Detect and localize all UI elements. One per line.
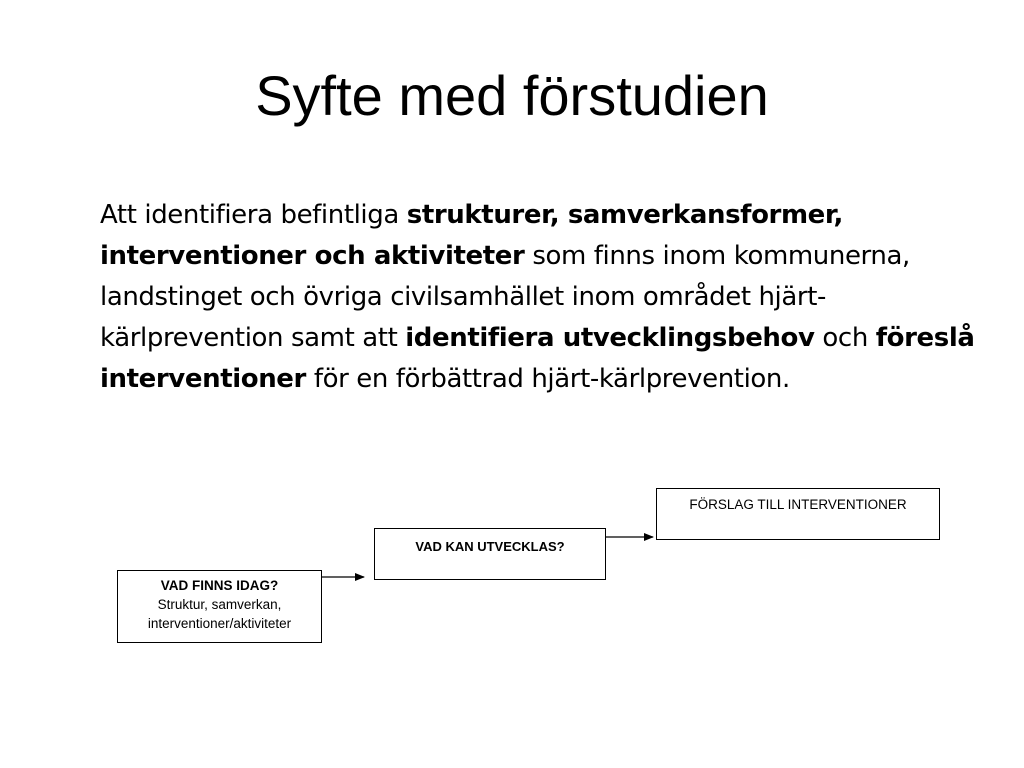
current-state-line-2: interventioner/aktiviteter: [147, 616, 292, 631]
paragraph-bold-structures: strukturer, samverkansformer, interventioner och aktiviteter: [100, 200, 843, 271]
paragraph-text-2: som finns inom kommunerna, landstinget och övriga civilsamhället inom området hjärt-kärlprevention samt att: [100, 241, 910, 353]
current-state-heading: VAD FINNS IDAG?: [160, 578, 279, 593]
paragraph-bold-needs: identifiera utvecklingsbehov: [405, 323, 815, 353]
proposals-text: FÖRSLAG TILL INTERVENTIONER: [689, 497, 907, 512]
paragraph-bold-interventions: föreslå interventioner: [100, 323, 975, 394]
paragraph-text-3: och: [814, 323, 876, 353]
development-heading: VAD KAN UTVECKLAS?: [415, 539, 565, 554]
slide-title: Syfte med förstudien: [255, 64, 769, 127]
current-state-box: [117, 570, 322, 643]
proposals-box: [656, 488, 940, 540]
paragraph-text-4: för en förbättrad hjärt-kärlprevention.: [305, 364, 790, 394]
development-box: [374, 528, 606, 580]
paragraph-text-1: Att identifiera befintliga: [100, 200, 407, 230]
current-state-line-1: Struktur, samverkan,: [157, 597, 282, 612]
